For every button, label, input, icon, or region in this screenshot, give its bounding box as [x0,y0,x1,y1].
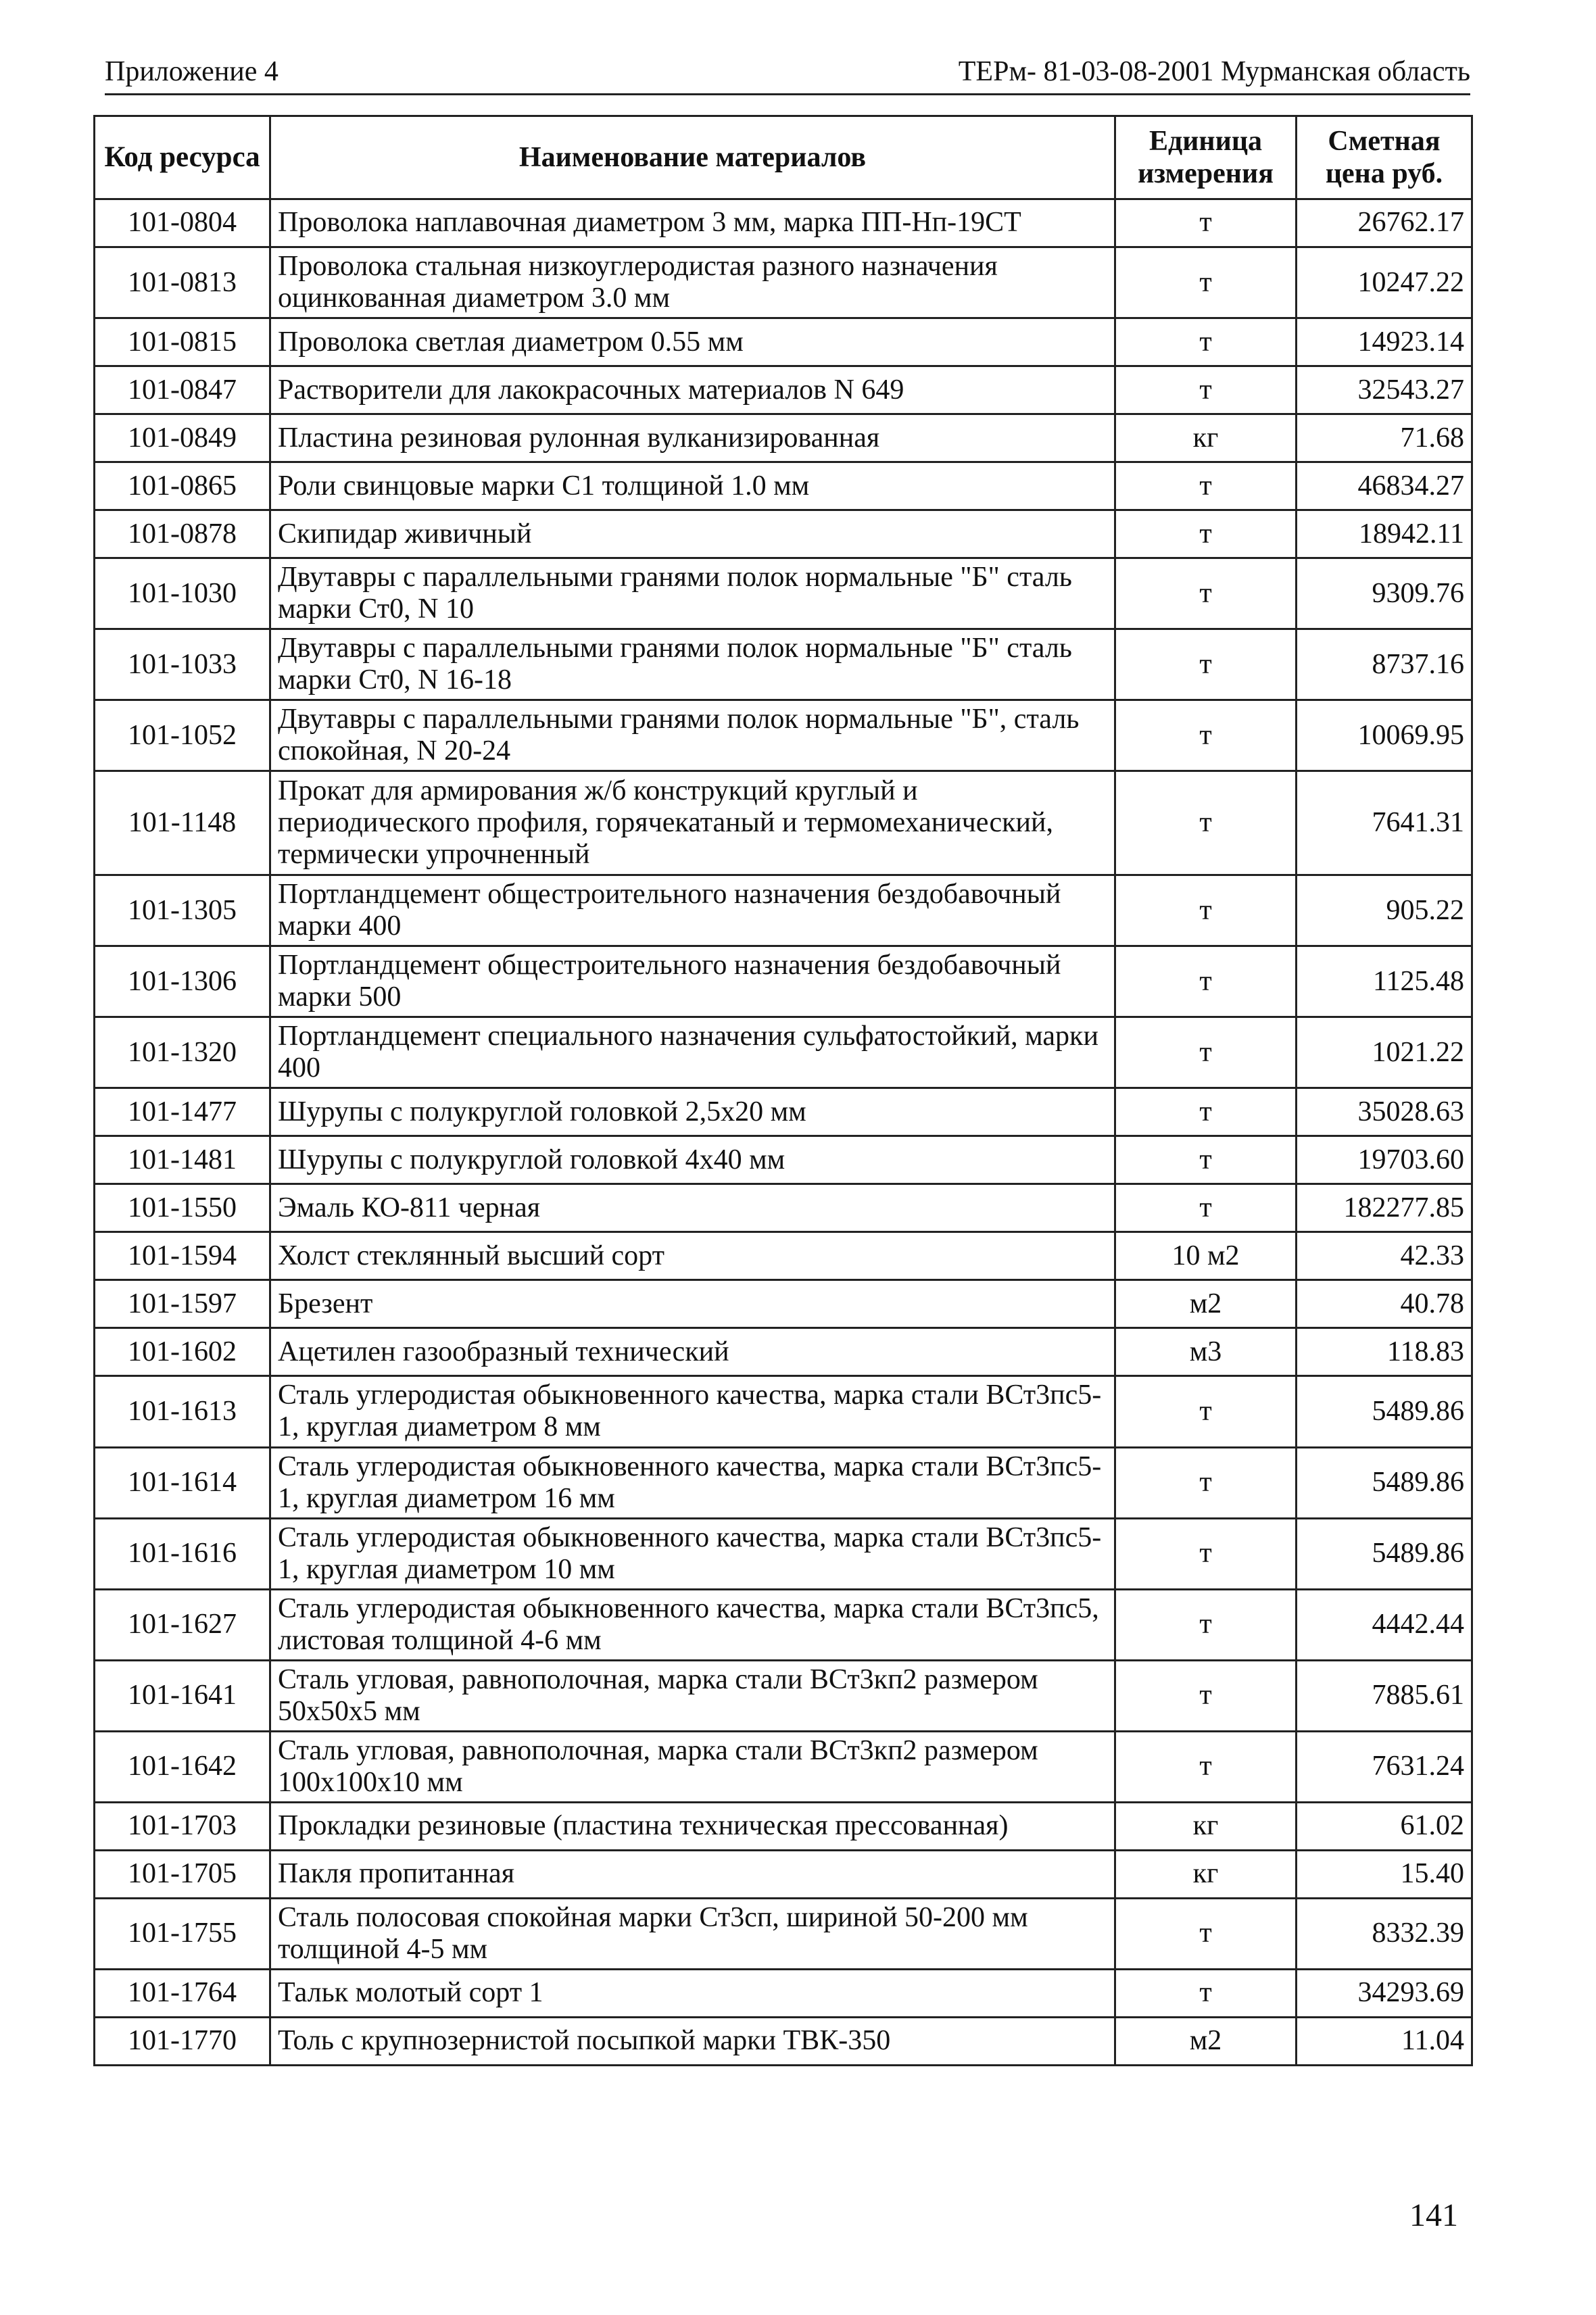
material-name: Ацетилен газообразный технический [270,1328,1115,1376]
estimated-price: 8332.39 [1297,1898,1472,1969]
table-row [95,2017,1472,2065]
resource-code: 101-1597 [95,1280,270,1328]
unit-of-measure: т [1115,318,1297,366]
material-name: Сталь углеродистая обыкновенного качества, марка стали ВСт3пс5, листовая толщиной 4-6 мм [270,1589,1115,1660]
resource-code: 101-1642 [95,1731,270,1802]
resource-code: 101-1705 [95,1850,270,1898]
table-row [95,1017,1472,1088]
resource-code: 101-1320 [95,1017,270,1088]
table-row [95,1660,1472,1731]
estimated-price: 10247.22 [1297,247,1472,318]
resource-code: 101-1550 [95,1184,270,1232]
unit-of-measure: т [1115,1017,1297,1088]
table-row [95,1136,1472,1184]
material-name: Двутавры с параллельными гранями полок нормальные "Б", сталь спокойная, N 20-24 [270,700,1115,771]
resource-code: 101-1770 [95,2017,270,2065]
table-row [95,1850,1472,1898]
unit-of-measure: т [1115,558,1297,629]
page-number: 141 [1409,2197,1458,2233]
material-name: Холст стеклянный высший сорт [270,1232,1115,1280]
table-row [95,1589,1472,1660]
resource-code: 101-1616 [95,1518,270,1589]
unit-of-measure: т [1115,247,1297,318]
material-name: Сталь угловая, равнополочная, марка стали ВСт3кп2 размером 100х100х10 мм [270,1731,1115,1802]
material-name: Двутавры с параллельными гранями полок нормальные "Б" сталь марки Ст0, N 16-18 [270,629,1115,700]
estimated-price: 19703.60 [1297,1136,1472,1184]
material-name: Сталь полосовая спокойная марки Ст3сп, шириной 50-200 мм толщиной 4-5 мм [270,1898,1115,1969]
page-header [105,51,1470,95]
material-name: Сталь углеродистая обыкновенного качества, марка стали ВСт3пс5-1, круглая диаметром 8 мм [270,1376,1115,1447]
table-row [95,1232,1472,1280]
estimated-price: 118.83 [1297,1328,1472,1376]
unit-of-measure: т [1115,1969,1297,2017]
resource-code: 101-1764 [95,1969,270,2017]
estimated-price: 42.33 [1297,1232,1472,1280]
estimated-price: 46834.27 [1297,462,1472,510]
estimated-price: 32543.27 [1297,366,1472,414]
resource-code: 101-0878 [95,510,270,558]
unit-of-measure: м2 [1115,1280,1297,1328]
resource-code: 101-1033 [95,629,270,700]
unit-of-measure: т [1115,771,1297,875]
estimated-price: 14923.14 [1297,318,1472,366]
column-header-name: Наименование материалов [270,116,1115,199]
resource-code: 101-0865 [95,462,270,510]
resource-code: 101-1755 [95,1898,270,1969]
unit-of-measure: кг [1115,1802,1297,1850]
table-row [95,1898,1472,1969]
resource-code: 101-1602 [95,1328,270,1376]
estimated-price: 35028.63 [1297,1088,1472,1136]
unit-of-measure: т [1115,1184,1297,1232]
estimated-price: 5489.86 [1297,1518,1472,1589]
table-row [95,1280,1472,1328]
materials-table [93,115,1473,2066]
resource-code: 101-0847 [95,366,270,414]
material-name: Скипидар живичный [270,510,1115,558]
document-code: ТЕРм- 81-03-08-2001 Мурманская область [958,56,1470,87]
estimated-price: 26762.17 [1297,199,1472,247]
resource-code: 101-1703 [95,1802,270,1850]
unit-of-measure: м3 [1115,1328,1297,1376]
estimated-price: 34293.69 [1297,1969,1472,2017]
estimated-price: 15.40 [1297,1850,1472,1898]
material-name: Эмаль КО-811 черная [270,1184,1115,1232]
unit-of-measure: т [1115,1898,1297,1969]
material-name: Толь с крупнозернистой посыпкой марки ТВК-350 [270,2017,1115,2065]
table-row [95,700,1472,771]
table-row [95,1802,1472,1850]
estimated-price: 9309.76 [1297,558,1472,629]
resource-code: 101-1641 [95,1660,270,1731]
estimated-price: 61.02 [1297,1802,1472,1850]
column-header-unit: Единица измерения [1115,116,1297,199]
unit-of-measure: кг [1115,414,1297,462]
table-row [95,462,1472,510]
resource-code: 101-1305 [95,875,270,946]
unit-of-measure: 10 м2 [1115,1232,1297,1280]
resource-code: 101-1614 [95,1447,270,1518]
table-header-row [95,116,1472,199]
material-name: Сталь угловая, равнополочная, марка стали ВСт3кп2 размером 50х50х5 мм [270,1660,1115,1731]
unit-of-measure: кг [1115,1850,1297,1898]
estimated-price: 7641.31 [1297,771,1472,875]
table-row [95,1184,1472,1232]
unit-of-measure: т [1115,1660,1297,1731]
estimated-price: 4442.44 [1297,1589,1472,1660]
unit-of-measure: т [1115,1088,1297,1136]
material-name: Роли свинцовые марки С1 толщиной 1.0 мм [270,462,1115,510]
material-name: Пакля пропитанная [270,1850,1115,1898]
column-header-code: Код ресурса [95,116,270,199]
table-row [95,414,1472,462]
material-name: Пластина резиновая рулонная вулканизированная [270,414,1115,462]
table-row [95,1447,1472,1518]
estimated-price: 40.78 [1297,1280,1472,1328]
table-row [95,1328,1472,1376]
unit-of-measure: т [1115,700,1297,771]
estimated-price: 1021.22 [1297,1017,1472,1088]
resource-code: 101-1477 [95,1088,270,1136]
table-row [95,366,1472,414]
material-name: Проволока стальная низкоуглеродистая разного назначения оцинкованная диаметром 3.0 мм [270,247,1115,318]
unit-of-measure: т [1115,946,1297,1017]
unit-of-measure: т [1115,1376,1297,1447]
table-row [95,875,1472,946]
unit-of-measure: т [1115,199,1297,247]
resource-code: 101-1306 [95,946,270,1017]
unit-of-measure: т [1115,1518,1297,1589]
material-name: Портландцемент специального назначения сульфатостойкий, марки 400 [270,1017,1115,1088]
unit-of-measure: т [1115,1136,1297,1184]
resource-code: 101-0813 [95,247,270,318]
material-name: Портландцемент общестроительного назначения бездобавочный марки 400 [270,875,1115,946]
material-name: Шурупы с полукруглой головкой 2,5х20 мм [270,1088,1115,1136]
table-row [95,629,1472,700]
estimated-price: 1125.48 [1297,946,1472,1017]
estimated-price: 11.04 [1297,2017,1472,2065]
column-header-price: Сметная цена руб. [1297,116,1472,199]
material-name: Прокладки резиновые (пластина техническая прессованная) [270,1802,1115,1850]
estimated-price: 10069.95 [1297,700,1472,771]
table-row [95,1376,1472,1447]
appendix-label: Приложение 4 [105,56,279,87]
material-name: Растворители для лакокрасочных материалов N 649 [270,366,1115,414]
estimated-price: 905.22 [1297,875,1472,946]
unit-of-measure: т [1115,1589,1297,1660]
estimated-price: 7885.61 [1297,1660,1472,1731]
estimated-price: 7631.24 [1297,1731,1472,1802]
material-name: Сталь углеродистая обыкновенного качества, марка стали ВСт3пс5-1, круглая диаметром 16 мм [270,1447,1115,1518]
table-row [95,946,1472,1017]
resource-code: 101-1481 [95,1136,270,1184]
estimated-price: 5489.86 [1297,1376,1472,1447]
unit-of-measure: т [1115,1447,1297,1518]
estimated-price: 18942.11 [1297,510,1472,558]
resource-code: 101-1148 [95,771,270,875]
resource-code: 101-0815 [95,318,270,366]
resource-code: 101-1613 [95,1376,270,1447]
table-row [95,1518,1472,1589]
material-name: Брезент [270,1280,1115,1328]
material-name: Прокат для армирования ж/б конструкций круглый и периодического профиля, горячекатаный и термомеханический, термически упрочненный [270,771,1115,875]
table-row [95,771,1472,875]
unit-of-measure: м2 [1115,2017,1297,2065]
table-row [95,1088,1472,1136]
unit-of-measure: т [1115,510,1297,558]
table-row [95,247,1472,318]
material-name: Проволока наплавочная диаметром 3 мм, марка ПП-Нп-19СТ [270,199,1115,247]
table-row [95,1969,1472,2017]
resource-code: 101-0804 [95,199,270,247]
resource-code: 101-1594 [95,1232,270,1280]
unit-of-measure: т [1115,366,1297,414]
material-name: Двутавры с параллельными гранями полок нормальные "Б" сталь марки Ст0, N 10 [270,558,1115,629]
material-name: Сталь углеродистая обыкновенного качества, марка стали ВСт3пс5-1, круглая диаметром 10 мм [270,1518,1115,1589]
unit-of-measure: т [1115,875,1297,946]
material-name: Шурупы с полукруглой головкой 4х40 мм [270,1136,1115,1184]
unit-of-measure: т [1115,462,1297,510]
table-row [95,199,1472,247]
resource-code: 101-1052 [95,700,270,771]
table-row [95,318,1472,366]
estimated-price: 182277.85 [1297,1184,1472,1232]
resource-code: 101-1627 [95,1589,270,1660]
unit-of-measure: т [1115,1731,1297,1802]
material-name: Проволока светлая диаметром 0.55 мм [270,318,1115,366]
estimated-price: 8737.16 [1297,629,1472,700]
resource-code: 101-1030 [95,558,270,629]
material-name: Портландцемент общестроительного назначения бездобавочный марки 500 [270,946,1115,1017]
table-row [95,1731,1472,1802]
estimated-price: 71.68 [1297,414,1472,462]
table-row [95,510,1472,558]
table-row [95,558,1472,629]
material-name: Тальк молотый сорт 1 [270,1969,1115,2017]
unit-of-measure: т [1115,629,1297,700]
resource-code: 101-0849 [95,414,270,462]
estimated-price: 5489.86 [1297,1447,1472,1518]
